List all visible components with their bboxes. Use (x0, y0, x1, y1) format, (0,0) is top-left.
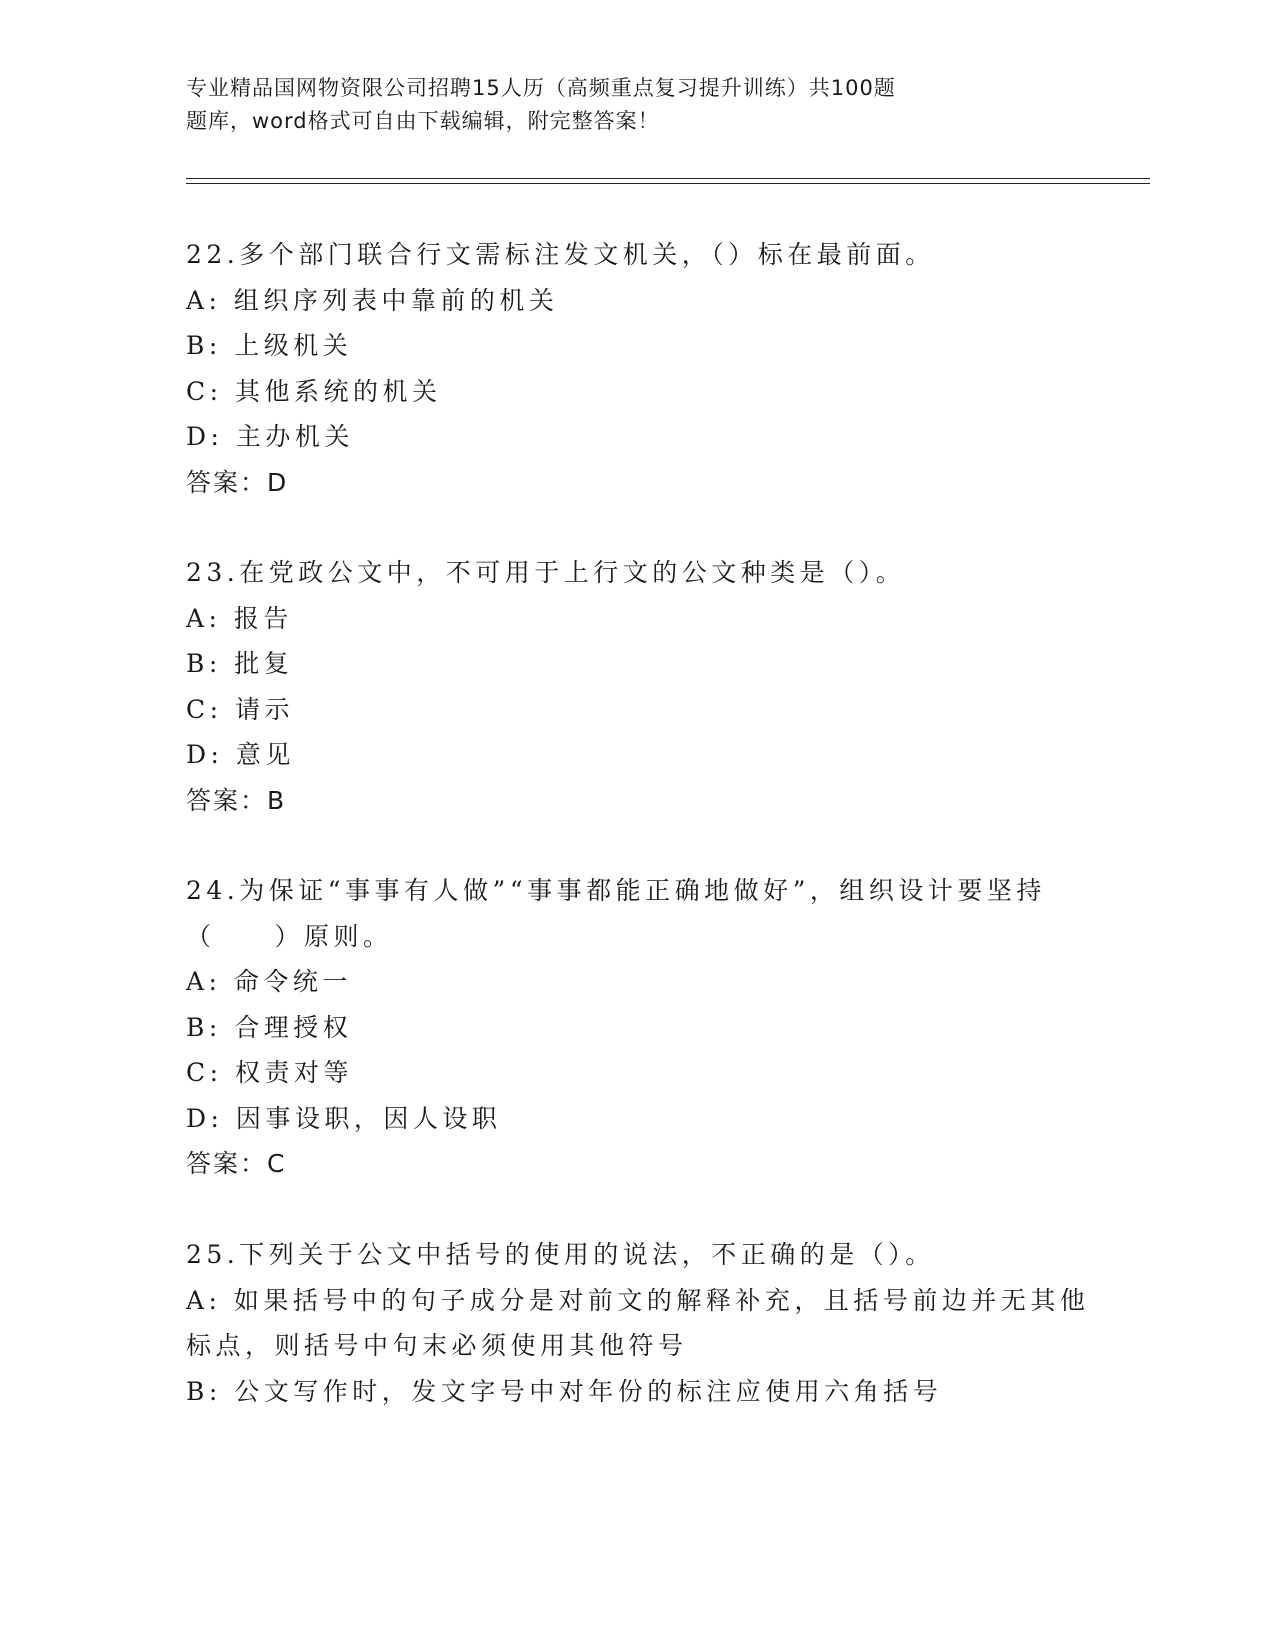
option-b: B: 批复 (186, 649, 294, 678)
option-a: A: 组织序列表中靠前的机关 (186, 285, 559, 315)
header-divider-bottom (186, 183, 1150, 184)
answer: 答案：D (186, 467, 289, 497)
option-a: A: 报告 (186, 603, 293, 633)
option-d: D: 因事设职，因人设职 (186, 1103, 502, 1133)
question-stem: 24.为保证“事事有人做”“事事都能正确地做好”，组织设计要坚持 (186, 876, 1046, 905)
option-b: B: 公文写作时，发文字号中对年份的标注应使用六角括号 (186, 1376, 943, 1406)
header-line-1: 专业精品国网物资限公司招聘15人历（高频重点复习提升训练）共100题 (186, 76, 896, 100)
question-stem: 23.在党政公文中，不可用于上行文的公文种类是（）。 (186, 558, 906, 587)
option-a: A: 如果括号中的句子成分是对前文的解释补充，且括号前边并无其他 (186, 1285, 1090, 1315)
question-stem: 25.下列关于公文中括号的使用的说法，不正确的是（）。 (186, 1240, 935, 1269)
question-24 (186, 868, 1106, 1187)
answer: 答案：C (186, 1149, 287, 1178)
option-d: D: 意见 (186, 740, 295, 769)
header-line-2: 题库，word格式可自由下载编辑，附完整答案！ (186, 109, 660, 133)
option-d: D: 主办机关 (186, 422, 354, 451)
document-header (186, 72, 1046, 138)
answer: 答案：B (186, 785, 287, 815)
question-stem: 22.多个部门联合行文需标注发文机关，（）标在最前面。 (186, 240, 935, 269)
question-stem-continued: （ ）原则。 (186, 921, 393, 951)
option-c: C: 权责对等 (186, 1058, 353, 1087)
question-22 (186, 232, 1106, 505)
option-c: C: 请示 (186, 694, 294, 724)
question-23 (186, 550, 1106, 823)
header-divider-top (186, 178, 1150, 179)
option-a: A: 命令统一 (186, 967, 352, 996)
option-b: B: 上级机关 (186, 331, 353, 360)
option-b: B: 合理授权 (186, 1012, 353, 1042)
option-a-continued: 标点，则括号中句末必须使用其他符号 (186, 1331, 688, 1360)
question-25 (186, 1232, 1106, 1414)
option-c: C: 其他系统的机关 (186, 376, 442, 406)
